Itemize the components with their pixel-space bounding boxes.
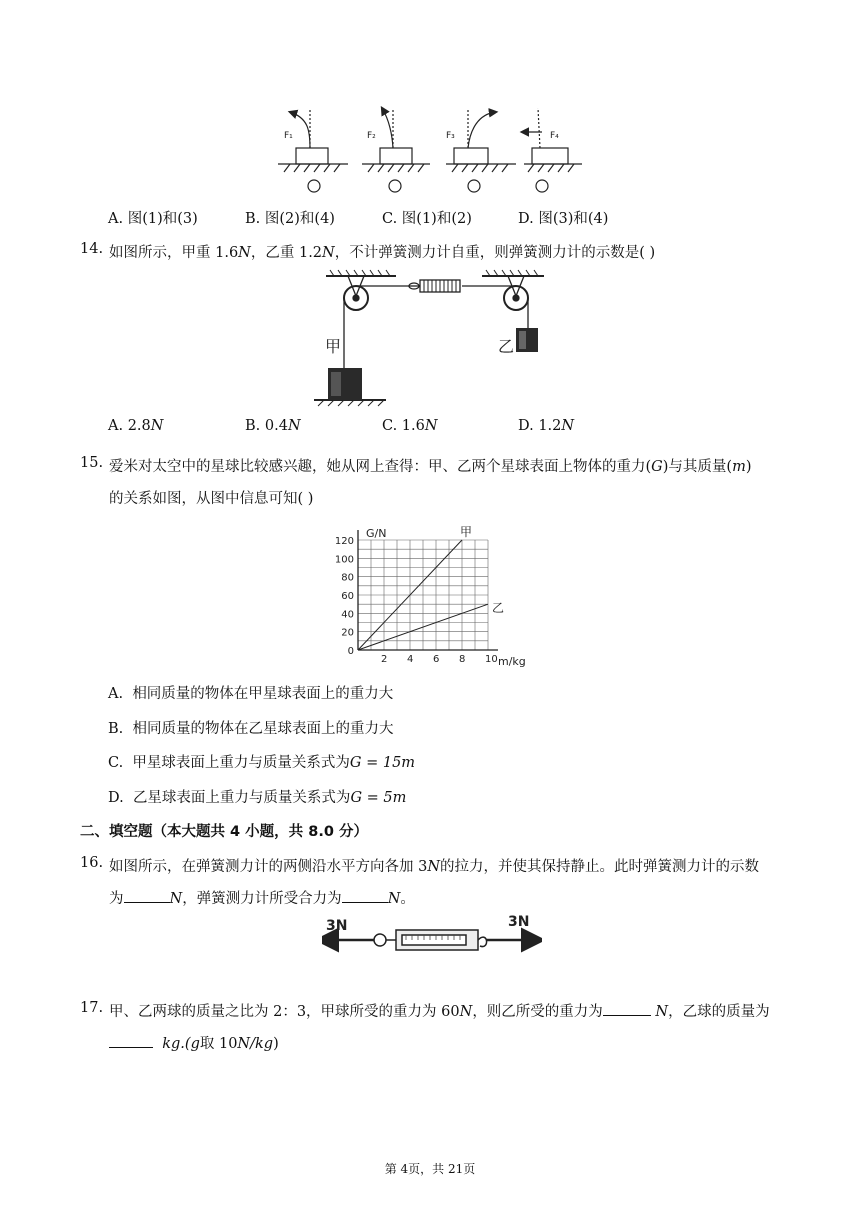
x-tick-label: 8 [459,654,466,665]
chart-ylabel: G/N [366,527,387,540]
chart-xlabel: m/kg [498,655,526,668]
label-yi: 乙 [498,337,515,356]
q15-option-c[interactable]: C. 甲星球表面上重力与质量关系式为G = 15m [108,755,416,771]
q14-option-b[interactable]: B. 0.4N [245,418,301,434]
q14-text: 如图所示，甲重 1.6N，乙重 1.2N，不计弹簧测力计自重，则弹簧测力计的示数是( ) [109,245,656,261]
f2-label: F₂ [367,131,376,141]
q14-option-c[interactable]: C. 1.6N [382,418,438,434]
q13-option-d[interactable]: D. 图(3)和(4) [518,211,609,227]
q14-pulley-figure [312,268,552,408]
q14-option-d[interactable]: D. 1.2N [518,418,575,434]
chart-grid [358,540,488,650]
x-tick-label: 4 [407,654,414,665]
q17-blank-1[interactable] [603,1001,651,1016]
series-label-1: 乙 [492,601,505,616]
section-title: 二、填空题（本大题共 4 小题，共 8.0 分） [80,824,368,840]
q13-option-a[interactable]: A. 图(1)和(3) [108,211,198,227]
series-label-0: 甲 [460,525,473,539]
q15-option-a[interactable]: A. 相同质量的物体在甲星球表面上的重力大 [108,686,394,702]
y-tick-label: 60 [341,591,354,602]
q16-spring-scale-figure [322,910,542,960]
y-tick-label: 100 [334,554,354,566]
y-tick-label: 80 [341,572,354,584]
right-force-label: 3N [508,914,530,930]
q13-option-b[interactable]: B. 图(2)和(4) [245,211,335,227]
chart-ticks [335,536,498,665]
q15-option-d[interactable]: D. 乙星球表面上重力与质量关系式为G = 5m [108,790,407,806]
q15-option-b[interactable]: B. 相同质量的物体在乙星球表面上的重力大 [108,721,394,737]
q13-force-figures [270,100,590,200]
label-jia: 甲 [325,337,342,356]
page-footer: 第 4页，共 21页 [384,1162,476,1176]
y-tick-label: 20 [341,627,354,639]
f1-label: F₁ [284,131,293,141]
q16-text-line2: 为 N，弹簧测力计所受合力为 N。 [109,887,415,908]
y-tick-label: 0 [347,646,354,657]
chart-axes [358,530,498,650]
f3-label: F₃ [446,131,455,141]
left-force-label: 3N [326,918,348,934]
q17-number: 17. [80,1000,104,1016]
q17-text-line1: 甲、乙两球的质量之比为 2：3，甲球所受的重力为 60N，则乙所受的重力为 N，乙球的质量为 [109,1000,770,1021]
q16-blank-2[interactable] [342,888,388,903]
q17-blank-2[interactable] [109,1033,153,1048]
q13-option-c[interactable]: C. 图(1)和(2) [382,211,472,227]
f4-label: F₄ [550,131,559,141]
q16-blank-1[interactable] [124,888,170,903]
q14-number: 14. [80,241,104,257]
y-tick-label: 120 [334,536,354,547]
q16-number: 16. [80,855,104,871]
x-tick-label: 2 [381,654,388,665]
chart-series [358,525,504,650]
q15-number: 15. [80,455,104,471]
q16-text-line1: 如图所示，在弹簧测力计的两侧沿水平方向各加 3N的拉力，并使其保持静止。此时弹簧测力计的示数 [109,859,760,875]
y-tick-label: 40 [341,609,354,621]
q15-text-line2: 的关系如图，从图中信息可知( ) [109,491,314,507]
q15-text-line1: 爱米对太空中的星球比较感兴趣，她从网上查得：甲、乙两个星球表面上物体的重力(G)与其质量(m) [109,459,752,475]
q17-text-line2: kg.(g取 10N/kg) [109,1032,279,1053]
x-tick-label: 6 [433,654,440,665]
q14-option-a[interactable]: A. 2.8N [108,418,164,434]
x-tick-label: 10 [485,654,498,665]
g-m-chart [320,520,540,670]
